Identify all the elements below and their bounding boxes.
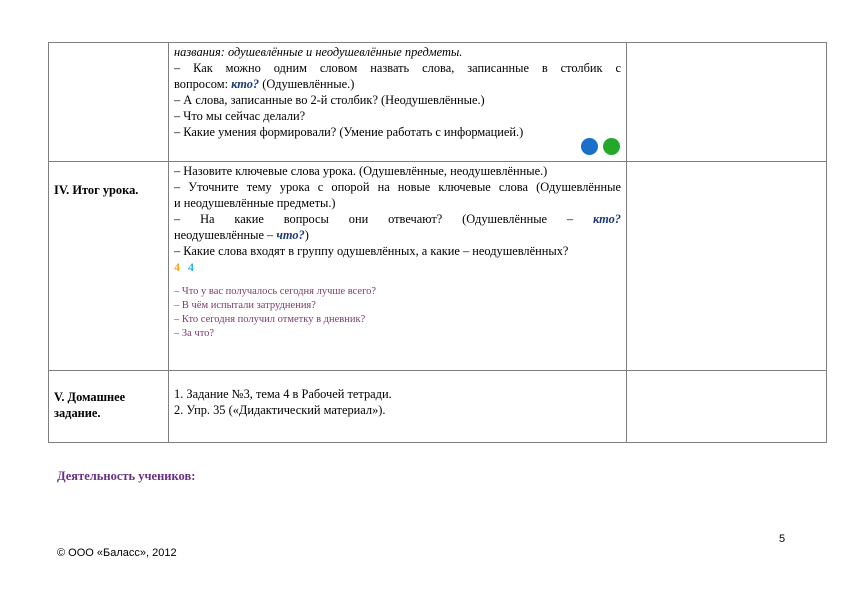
text-line: – Назовите ключевые слова урока. (Одушевлённые, неодушевлённые.)	[174, 164, 548, 178]
content-cell	[169, 162, 627, 371]
copyright-footer: © ООО «Баласс», 2012	[57, 547, 177, 559]
lesson-table	[48, 42, 827, 443]
mark-blue: 4	[188, 260, 194, 274]
reflection-line: – Кто сегодня получил отметку в дневник?	[174, 314, 366, 325]
notes-cell	[627, 371, 827, 443]
text-fragment: – На какие вопросы они отвечают? (Одушевлённые –	[174, 212, 574, 226]
text-line: – Что мы сейчас делали?	[174, 109, 306, 123]
text-fragment: неодушевлённые –	[174, 228, 277, 242]
text-line	[174, 76, 621, 92]
text-line: названия: одушевлённые и неодушевлённые предметы.	[174, 45, 463, 59]
notes-cell	[627, 162, 827, 371]
page-number: 5	[779, 533, 786, 545]
mark-orange: 4	[174, 260, 180, 274]
question-word: кто?	[593, 212, 621, 226]
text-fragment: вопросом:	[174, 77, 232, 91]
stage-cell: V. Домашнее задание.	[49, 371, 169, 443]
text-fragment: )	[304, 228, 309, 242]
text-line	[174, 227, 621, 243]
text-line: 2. Упр. 35 («Дидактический материал»).	[174, 403, 386, 417]
notes-cell	[627, 43, 827, 162]
marks	[174, 259, 621, 275]
content-cell	[169, 43, 627, 162]
text-fragment: (Одушевлённые.)	[259, 77, 355, 91]
table-row	[49, 371, 827, 443]
reflection-line: – В чём испытали затруднения?	[174, 300, 316, 311]
stage-cell: IV. Итог урока.	[49, 162, 169, 371]
text-line: – Уточните тему урока с опорой на новые ключевые слова (Одушевлённые	[174, 180, 621, 194]
green-circle-icon	[603, 138, 620, 155]
reflection-line: – За что?	[174, 328, 215, 339]
reflection-questions	[174, 285, 621, 345]
text-line: и неодушевлённые предметы.)	[174, 196, 336, 210]
table-row	[49, 43, 827, 162]
text-line	[174, 211, 621, 227]
blue-circle-icon	[581, 138, 598, 155]
text-line: – Как можно одним словом назвать слова, записанные в столбик с	[174, 61, 621, 75]
text-line: – Какие умения формировали? (Умение работать с информацией.)	[174, 125, 524, 139]
table-row	[49, 162, 827, 371]
question-word: что?	[276, 228, 305, 242]
text-line: – Какие слова входят в группу одушевлённых, а какие – неодушевлённых?	[174, 244, 569, 258]
content-cell	[169, 371, 627, 443]
text-line: 1. Задание №3, тема 4 в Рабочей тетради.	[174, 387, 392, 401]
activity-heading: Деятельность учеников:	[57, 469, 196, 483]
question-word: кто?	[231, 77, 260, 91]
color-markers	[576, 138, 620, 159]
stage-cell	[49, 43, 169, 162]
reflection-line: – Что у вас получалось сегодня лучше всего?	[174, 286, 377, 297]
text-line: – А слова, записанные во 2-й столбик? (Неодушевлённые.)	[174, 93, 485, 107]
